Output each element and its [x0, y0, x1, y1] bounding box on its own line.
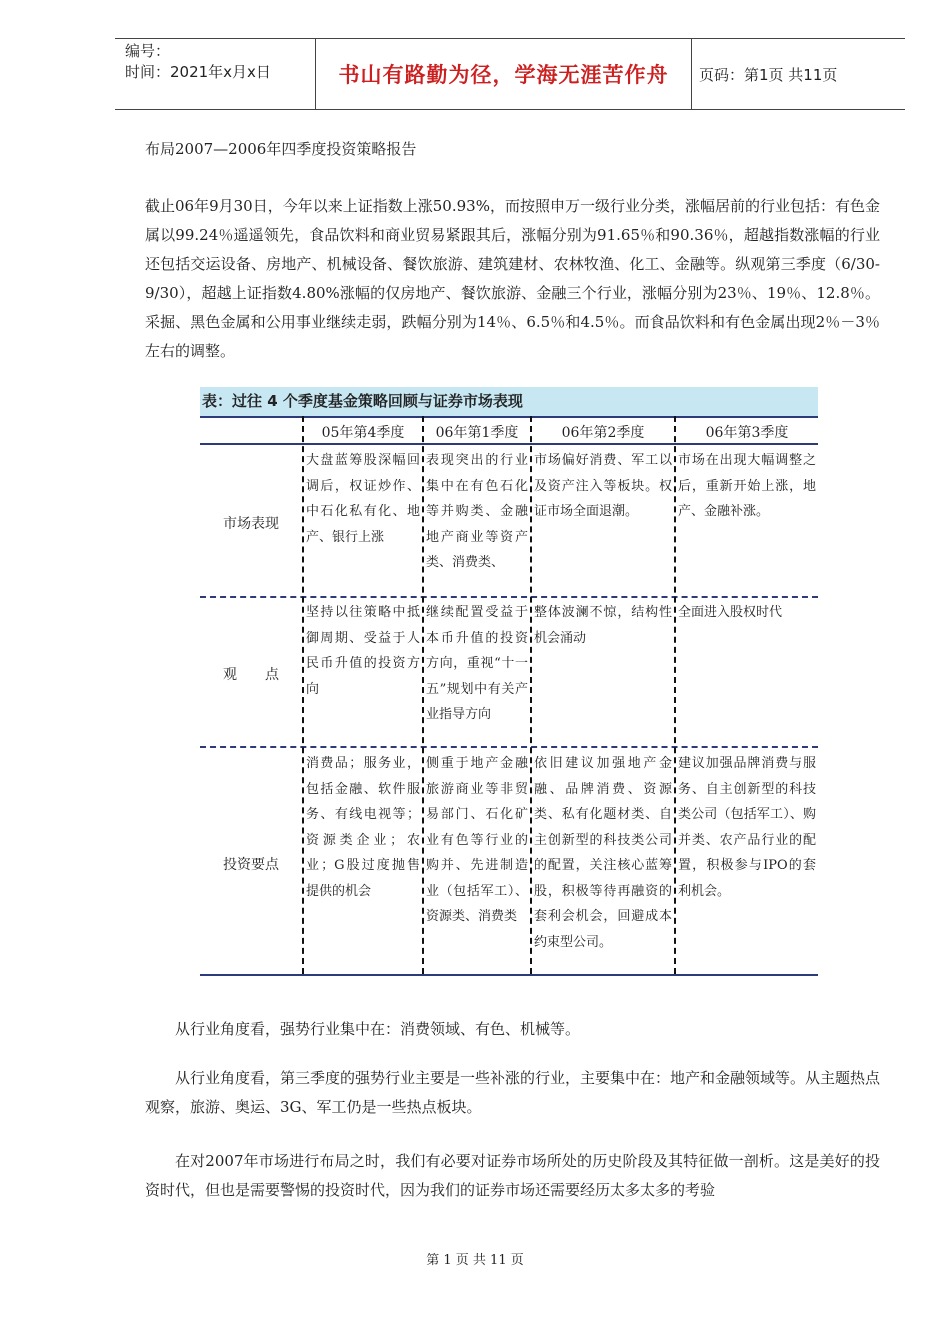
table-cell: 坚持以往策略中抵御周期、受益于人民币升值的投资方向: [306, 605, 420, 697]
column-divider: [422, 416, 424, 974]
table-caption: 表：过往 4 个季度基金策略回顾与证券市场表现: [200, 387, 818, 416]
table-cell: 全面进入股权时代: [678, 605, 783, 620]
header-right-cell: [695, 39, 905, 109]
column-header: 05年第4季度: [321, 425, 405, 441]
table-cell: 侧重于地产金融旅游商业等非贸易部门、石化矿业有色等行业的购并、先进制造业（包括军工）、资源类、消费类: [426, 756, 528, 924]
paragraph-3: 从行业角度看，第三季度的强势行业主要是一些补涨的行业，主要集中在：地产和金融领域等。从主题热点观察，旅游、奥运、3G、军工仍是一些热点板块。: [145, 1069, 881, 1116]
table-cell: 市场在出现大幅调整之后，重新开始上涨，地产、金融补涨。: [678, 453, 816, 519]
table-cell: 大盘蓝筹股深幅回调后，权证炒作、中石化私有化、地产、银行上涨: [306, 453, 420, 545]
table-cell: 整体波澜不惊，结构性机会涌动: [534, 605, 672, 646]
column-header: 06年第1季度: [435, 425, 519, 441]
page-info: 页码：第1页 共11页: [699, 65, 838, 84]
row-separator: [200, 746, 818, 748]
motto-text: 书山有路勤为径，学海无涯苦作舟: [338, 63, 669, 87]
header-left-cell: [115, 39, 315, 109]
column-divider: [302, 416, 304, 974]
column-divider: [674, 416, 676, 974]
row-separator: [200, 596, 818, 598]
page-header: [115, 38, 905, 110]
paragraph-1: 截止06年9月30日，今年以来上证指数上涨50.93%，而按照申万一级行业分类，涨幅居前的行业包括：有色金属以99.24％遥遥领先，食品饮料和商业贸易紧跟其后，涨幅分别为91.65％和90.36％，超越指数涨幅的行业还包括交运设备、房地产、机械设备、餐饮旅游、建筑建材、农林牧渔、化工、金融等。纵观第三季度（6/30-9/30），超越上证指数4.80%涨幅的仅房地产、餐饮旅游、金融三个行业，涨幅分别为23％、19％、12.8％。采掘、黑色金属和公用事业继续走弱，跌幅分别为14％、6.5％和4.5％。而食品饮料和有色金属出现2％－3％左右的调整。: [145, 197, 880, 360]
table-cell: 市场偏好消费、军工以及资产注入等板块。权证市场全面退潮。: [534, 453, 672, 519]
header-motto-cell: [315, 39, 692, 109]
strategy-table: [200, 416, 818, 978]
row-label: 观 点: [223, 667, 279, 683]
row-label: 投资要点: [223, 857, 279, 873]
table-header-rule: [200, 443, 818, 445]
table-cell: 建议加强品牌消费与服务、自主创新型的科技类公司（包括军工）、购并类、农产品行业的配置，积极参与IPO的套利机会。: [678, 756, 816, 899]
table-top-rule: [200, 416, 818, 418]
document-title: 布局2007—2006年四季度投资策略报告: [145, 140, 417, 158]
column-header: 06年第2季度: [561, 425, 645, 441]
column-divider: [530, 416, 532, 974]
column-header: 06年第3季度: [705, 425, 789, 441]
page-footer: 第 1 页 共 11 页: [426, 1253, 524, 1268]
table-cell: 依旧建议加强地产金融、品牌消费、资源类、私有化题材类、自主创新型的科技类公司的配置，关注核心蓝筹股，积极等待再融资的套利会机会，回避成本约束型公司。: [534, 756, 672, 950]
table-cell: 继续配置受益于本币升值的投资方向，重视“十一五”规划中有关产业指导方向: [426, 605, 528, 722]
paragraph-4: 在对2007年市场进行布局之时，我们有必要对证券市场所处的历史阶段及其特征做一剖析。这是美好的投资时代，但也是需要警惕的投资时代，因为我们的证券市场还需要经历太多太多的考验: [145, 1152, 880, 1199]
table-bottom-rule: [200, 974, 818, 976]
time-label: 时间：2021年x月x日: [125, 63, 271, 81]
table-cell: 表现突出的行业集中在有色石化等并购类、金融地产商业等资产类、消费类、: [426, 453, 528, 570]
code-label: 编号：: [125, 42, 171, 60]
paragraph-2: 从行业角度看，强势行业集中在：消费领域、有色、机械等。: [175, 1020, 581, 1038]
row-label: 市场表现: [223, 516, 279, 532]
table-cell: 消费品；服务业，包括金融、软件服务、有线电视等；资源类企业；农业；G股过度抛售提供的机会: [306, 756, 420, 899]
